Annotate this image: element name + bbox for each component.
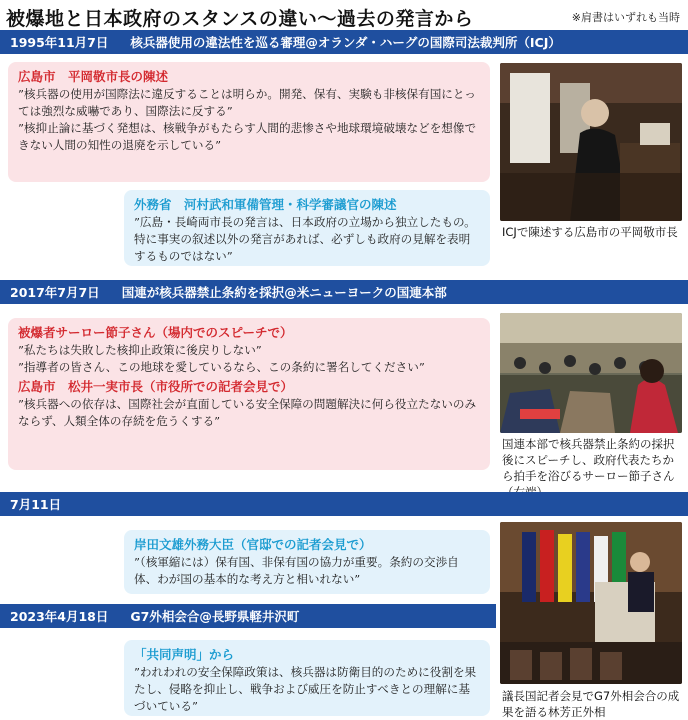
- section-date: 1995年11月7日: [10, 35, 109, 50]
- photo-un-assembly: [500, 313, 682, 433]
- title-note: ※肩書はいずれも当時: [571, 11, 680, 24]
- speaker-name: 外務省 河村武和軍備管理・科学審議官の陳述: [134, 197, 397, 212]
- section-band-0711: [0, 492, 688, 516]
- section-date: 2023年4月18日: [10, 609, 109, 624]
- section-event: 核兵器使用の違法性を巡る審理@オランダ・ハーグの国際司法裁判所（ICJ）: [130, 35, 561, 50]
- section-band-2023: [0, 604, 496, 628]
- statement-quote: ”核兵器の使用が国際法に違反することは明らか。開発、保有、実験も非核保有国にとっては強烈な威嚇であり、国際法に反する”: [18, 87, 476, 118]
- speaker-name: 広島市 松井一実市長（市役所での記者会見で）: [18, 379, 294, 394]
- statement-quote: ”私たちは失敗した核抑止政策に後戻りしない”: [18, 343, 262, 357]
- section-date: 7月11日: [10, 497, 62, 512]
- section-event: 国連が核兵器禁止条約を採択@米ニューヨークの国連本部: [121, 285, 447, 300]
- section-band-2017: [0, 280, 688, 304]
- speaker-name: 広島市 平岡敬市長の陳述: [18, 69, 169, 84]
- photo-caption: 議長国記者会見でG7外相会合の成果を語る林芳正外相: [502, 689, 680, 719]
- section-band-1995: [0, 30, 688, 54]
- photo-caption: ICJで陳述する広島市の平岡敬市長: [502, 225, 678, 239]
- section-event: G7外相会合@長野県軽井沢町: [130, 609, 300, 624]
- photo-g7-press-icon: [500, 522, 682, 684]
- statement-quote: ”広島・長崎両市長の発言は、日本政府の立場から独立したもの。特に事実の叙述以外の発言があれば、必ずしも政府の見解を表明するものではない”: [134, 215, 476, 263]
- photo-un-assembly-icon: [500, 313, 682, 433]
- statement-quote: ”核抑止論に基づく発想は、核戦争がもたらす人間的悲惨さや地球環境破壊などを想像できない人間の知性の退廃を示している”: [18, 121, 477, 152]
- speaker-name: 「共同声明」から: [134, 647, 235, 662]
- statement-quote: ”（核軍縮には）保有国、非保有国の協力が重要。条約の交渉自体、わが国の基本的な考え方と相いれない”: [134, 555, 459, 586]
- statement-box-hiroshima-1995: [8, 62, 490, 182]
- photo-icj-hearing: [500, 63, 682, 221]
- photo-caption: 国連本部で核兵器禁止条約の採択後にスピーチし、政府代表たちから拍手を浴びるサーロー節子さん: [502, 437, 675, 483]
- statement-quote: ”指導者の皆さん、この地球を愛しているなら、この条約に署名してください”: [18, 360, 425, 374]
- statement-box-mofa-1995: [124, 190, 490, 266]
- speaker-name: 被爆者サーロー節子さん（場内でのスピーチで）: [18, 325, 293, 340]
- page-title: 被爆地と日本政府のスタンスの違い～過去の発言から: [6, 8, 474, 30]
- statement-quote: ”われわれの安全保障政策は、核兵器は防衛目的のために役割を果たし、侵略を抑止し、戦争および威圧を防止すべきとの理解に基づいている”: [134, 665, 477, 713]
- statement-quote: ”核兵器への依存は、国際社会が直面している安全保障の問題解決に何ら役立たないのみならず、人類全体の存続を危うくする”: [18, 397, 477, 428]
- statement-box-hibakusha-2017: [8, 318, 490, 470]
- photo-icj-hearing-icon: [500, 63, 682, 221]
- speaker-name: 岸田文雄外務大臣（官邸での記者会見で）: [134, 537, 372, 552]
- section-date: 2017年7月7日: [10, 285, 100, 300]
- photo-g7-press: [500, 522, 682, 684]
- statement-box-g7-2023: [124, 640, 490, 716]
- statement-box-kishida-2017: [124, 530, 490, 594]
